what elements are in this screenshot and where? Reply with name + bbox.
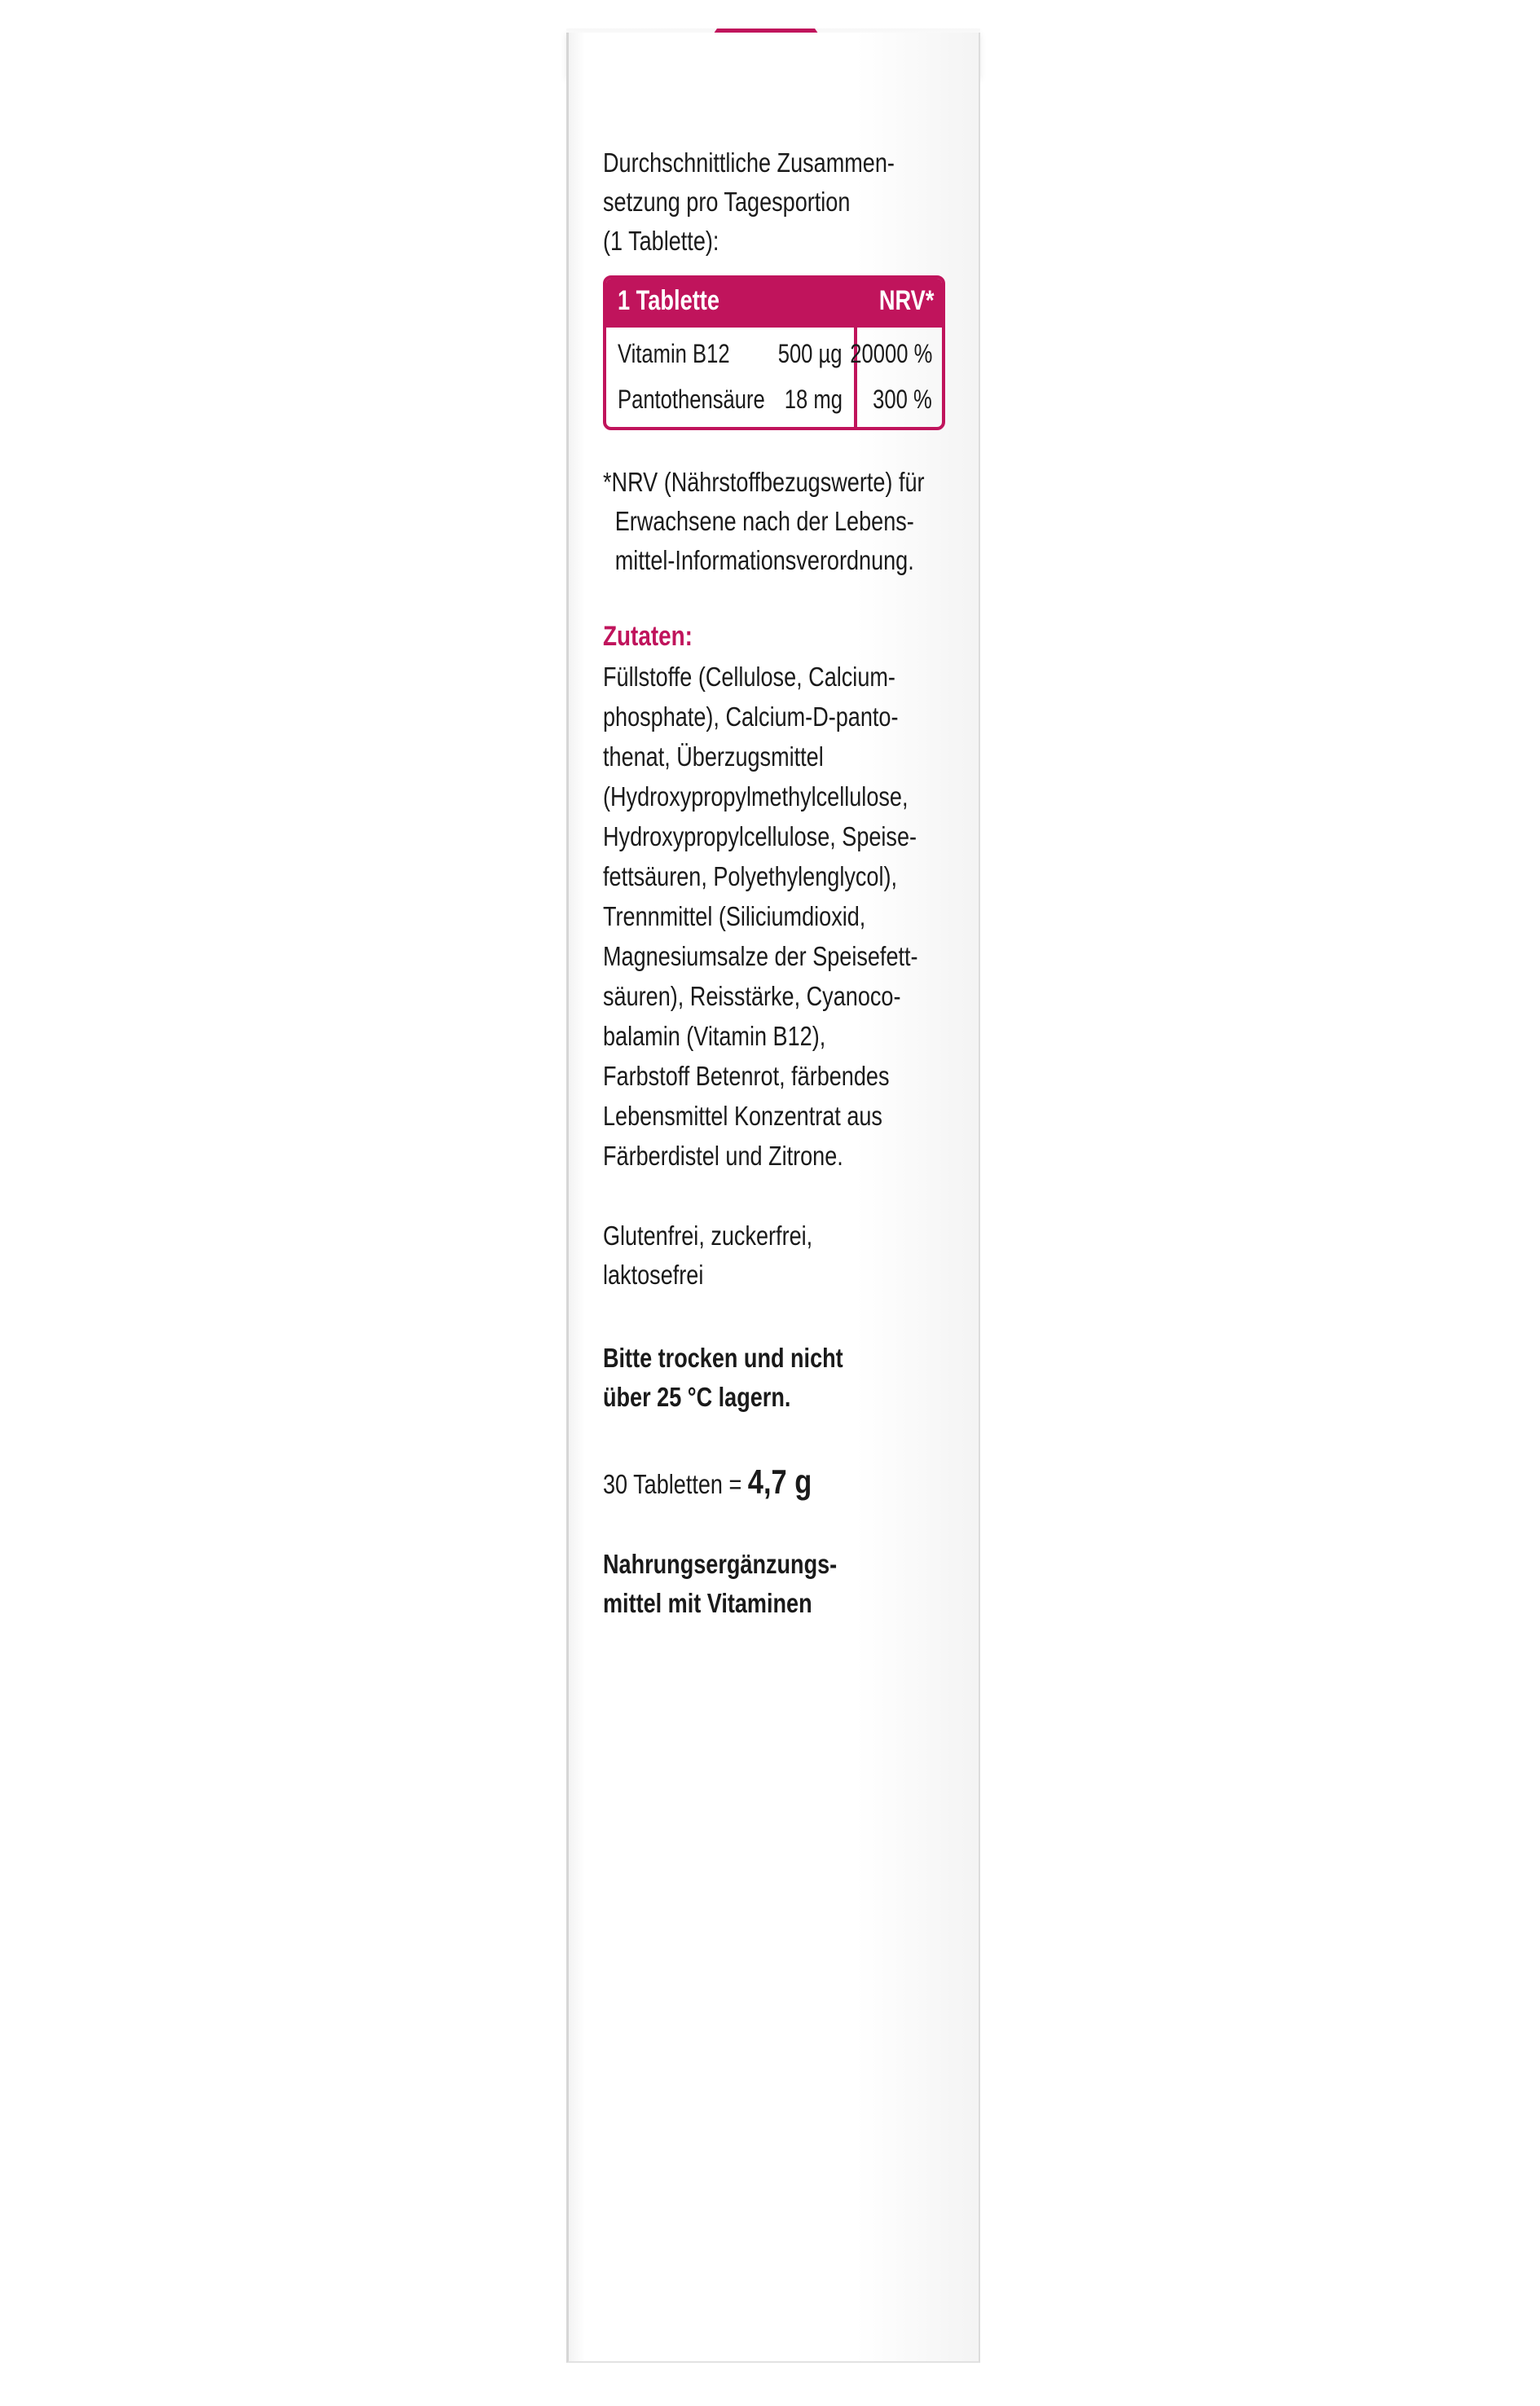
net-weight-line (603, 1463, 897, 1504)
nutrition-table (603, 275, 945, 430)
table-row (606, 334, 942, 373)
ingredients-line: Trennmittel (Siliciumdioxid, (603, 901, 866, 931)
intro-line: setzung pro Tagesportion (603, 187, 851, 217)
nutrition-table-body (606, 328, 942, 430)
allergen-line: laktosefrei (603, 1260, 704, 1290)
ingredients-list (603, 657, 961, 1176)
storage-line: Bitte trocken und nicht (603, 1343, 843, 1373)
ingredients-line: Farbstoff Betenrot, färbendes (603, 1061, 890, 1091)
allergen-info (603, 1216, 961, 1295)
table-row (606, 380, 942, 419)
footnote-line: *NRV (Nährstoffbezugswerte) für (603, 467, 925, 497)
nutrient-name: Vitamin B12 (618, 339, 730, 368)
net-weight (603, 1463, 961, 1504)
label-content (603, 143, 961, 1623)
intro-line: Durchschnittliche Zusammen- (603, 147, 895, 178)
ingredients-line: Hydroxypropylcellulose, Speise- (603, 821, 917, 851)
nutrient-nrv: 300 % (873, 385, 932, 414)
footnote-line: Erwachsene nach der Lebens- (614, 506, 914, 536)
nutrition-table-header (606, 279, 942, 328)
ingredients-line: Lebensmittel Konzentrat aus (603, 1101, 882, 1131)
nrv-footnote (603, 463, 961, 580)
product-category (603, 1545, 961, 1623)
ingredients-heading: Zutaten: (603, 621, 693, 652)
ingredients-line: Füllstoffe (Cellulose, Calcium- (603, 662, 895, 692)
category-line: mittel mit Vitaminen (603, 1588, 812, 1618)
ingredients-line: phosphate), Calcium-D-panto- (603, 702, 899, 732)
nutrient-amount: 18 mg (784, 385, 843, 414)
ingredients-line: thenat, Überzugsmittel (603, 741, 824, 772)
net-weight-label: 30 Tabletten = (603, 1469, 748, 1499)
header-serving: 1 Tablette (618, 285, 719, 316)
intro-line: (1 Tablette): (603, 226, 719, 256)
footnote-line: mittel-Informationsverordnung. (614, 545, 914, 575)
header-nrv: NRV* (878, 285, 934, 316)
storage-instructions (603, 1339, 961, 1417)
nutrient-nrv: 20000 % (849, 339, 932, 368)
composition-intro (603, 143, 1043, 261)
ingredients-line: Färberdistel und Zitrone. (603, 1141, 843, 1171)
ingredients-line: Magnesiumsalze der Speisefett- (603, 941, 918, 971)
allergen-line: Glutenfrei, zuckerfrei, (603, 1221, 813, 1251)
category-line: Nahrungsergänzungs- (603, 1549, 838, 1579)
storage-line: über 25 °C lagern. (603, 1382, 791, 1412)
ingredients-line: säuren), Reisstärke, Cyanoco- (603, 981, 901, 1011)
ingredients-line: balamin (Vitamin B12), (603, 1021, 826, 1051)
ingredients-line: (Hydroxypropylmethylcellulose, (603, 781, 909, 812)
nutrient-amount: 500 µg (778, 339, 843, 368)
net-weight-value: 4,7 g (747, 1463, 812, 1501)
nutrient-name: Pantothensäure (618, 385, 765, 414)
ingredients-line: fettsäuren, Polyethylenglycol), (603, 861, 897, 891)
